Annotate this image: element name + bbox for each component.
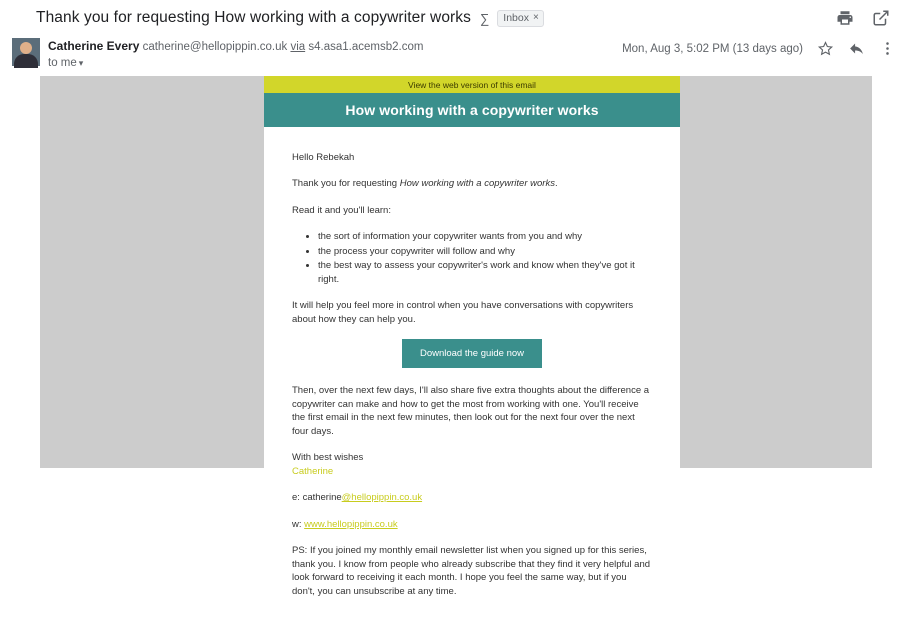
intro-prefix: Thank you for requesting [292, 178, 400, 190]
recipient-label: to me [48, 57, 77, 70]
more-options-icon[interactable] [879, 40, 896, 57]
list-item: • the process your copywriter will follow and why [318, 245, 652, 258]
message-header-row [0, 34, 912, 74]
closing-line: With best wishes [292, 452, 364, 464]
intro-suffix: . [554, 178, 558, 190]
sender-email[interactable]: catherine@hellopippin.co.uk [142, 41, 288, 53]
sender-name[interactable]: Catherine Every [48, 39, 140, 53]
ps-paragraph: PS: If you joined my monthly email newsletter list when you signed up for this series, thank you. I know from people who already subscribe that they find it very helpful and look forward to receiving it each month. I hope you feel the same way, but if you don't, you can unsubscribe at any time. [292, 545, 651, 597]
web-label: w: [292, 518, 305, 530]
star-icon[interactable] [817, 40, 834, 57]
intro-title: How working with a copywriter works [399, 178, 555, 190]
message-date: Mon, Aug 3, 5:02 PM (13 days ago) [622, 42, 803, 55]
email-body-area [0, 76, 912, 597]
intro-paragraph [292, 177, 652, 190]
reply-icon[interactable] [848, 40, 865, 57]
download-guide-button[interactable]: Download the guide now [402, 339, 542, 368]
email-banner-title: How working with a copywriter works [345, 102, 599, 118]
recipient-line[interactable] [48, 56, 423, 70]
sender-line [48, 39, 423, 54]
contact-email-line [292, 491, 652, 504]
label-chip-inbox[interactable] [497, 10, 544, 27]
email-label: e: [292, 492, 303, 504]
cta-container [292, 339, 652, 368]
via-label[interactable]: via [290, 41, 306, 53]
help-paragraph: It will help you feel more in control when you have conversations with copywriters about how they can help you. [292, 300, 634, 325]
learn-list [292, 230, 652, 286]
close-icon[interactable]: × [532, 11, 539, 23]
open-in-new-window-icon[interactable] [872, 9, 890, 27]
email-content-card [264, 76, 680, 597]
email-user[interactable]: catherine [302, 492, 342, 504]
website-link[interactable]: www.hellopippin.co.uk [304, 518, 398, 530]
email-domain-link[interactable]: @hellopippin.co.uk [341, 492, 423, 504]
web-version-bar[interactable] [264, 76, 680, 93]
email-body-text [264, 127, 680, 621]
signature-name: Catherine [292, 465, 334, 477]
thread-expand-icon[interactable]: ∑ [480, 10, 490, 26]
list-item: • the best way to assess your copywriter's work and know when they've got it right. [318, 259, 652, 286]
list-item: • the sort of information your copywriter wants from you and why [318, 230, 652, 243]
header-actions [836, 9, 898, 27]
sender-info [48, 36, 423, 71]
learn-lead: Read it and you'll learn: [292, 204, 391, 216]
page-title: Thank you for requesting How working with a copywriter works [36, 9, 472, 26]
label-chip-text: Inbox [503, 11, 529, 24]
avatar[interactable] [12, 38, 40, 66]
contact-web-line [292, 518, 652, 531]
followup-paragraph: Then, over the next few days, I'll also share five extra thoughts about the difference a copywriter can make and how to get the most from working with one. You'll receive the first email in the next few minutes, then look out for the next four over the next four days. [292, 385, 650, 437]
print-icon[interactable] [836, 9, 854, 27]
email-banner [264, 93, 680, 127]
message-actions [622, 36, 902, 57]
via-domain: s4.asa1.acemsb2.com [308, 41, 424, 53]
web-version-link[interactable]: View the web version of this email [408, 79, 536, 90]
chevron-down-icon[interactable]: ▾ [78, 58, 84, 69]
contact-block [292, 491, 652, 531]
greeting: Hello Rebekah [292, 152, 355, 163]
subject-header-row [0, 0, 912, 34]
